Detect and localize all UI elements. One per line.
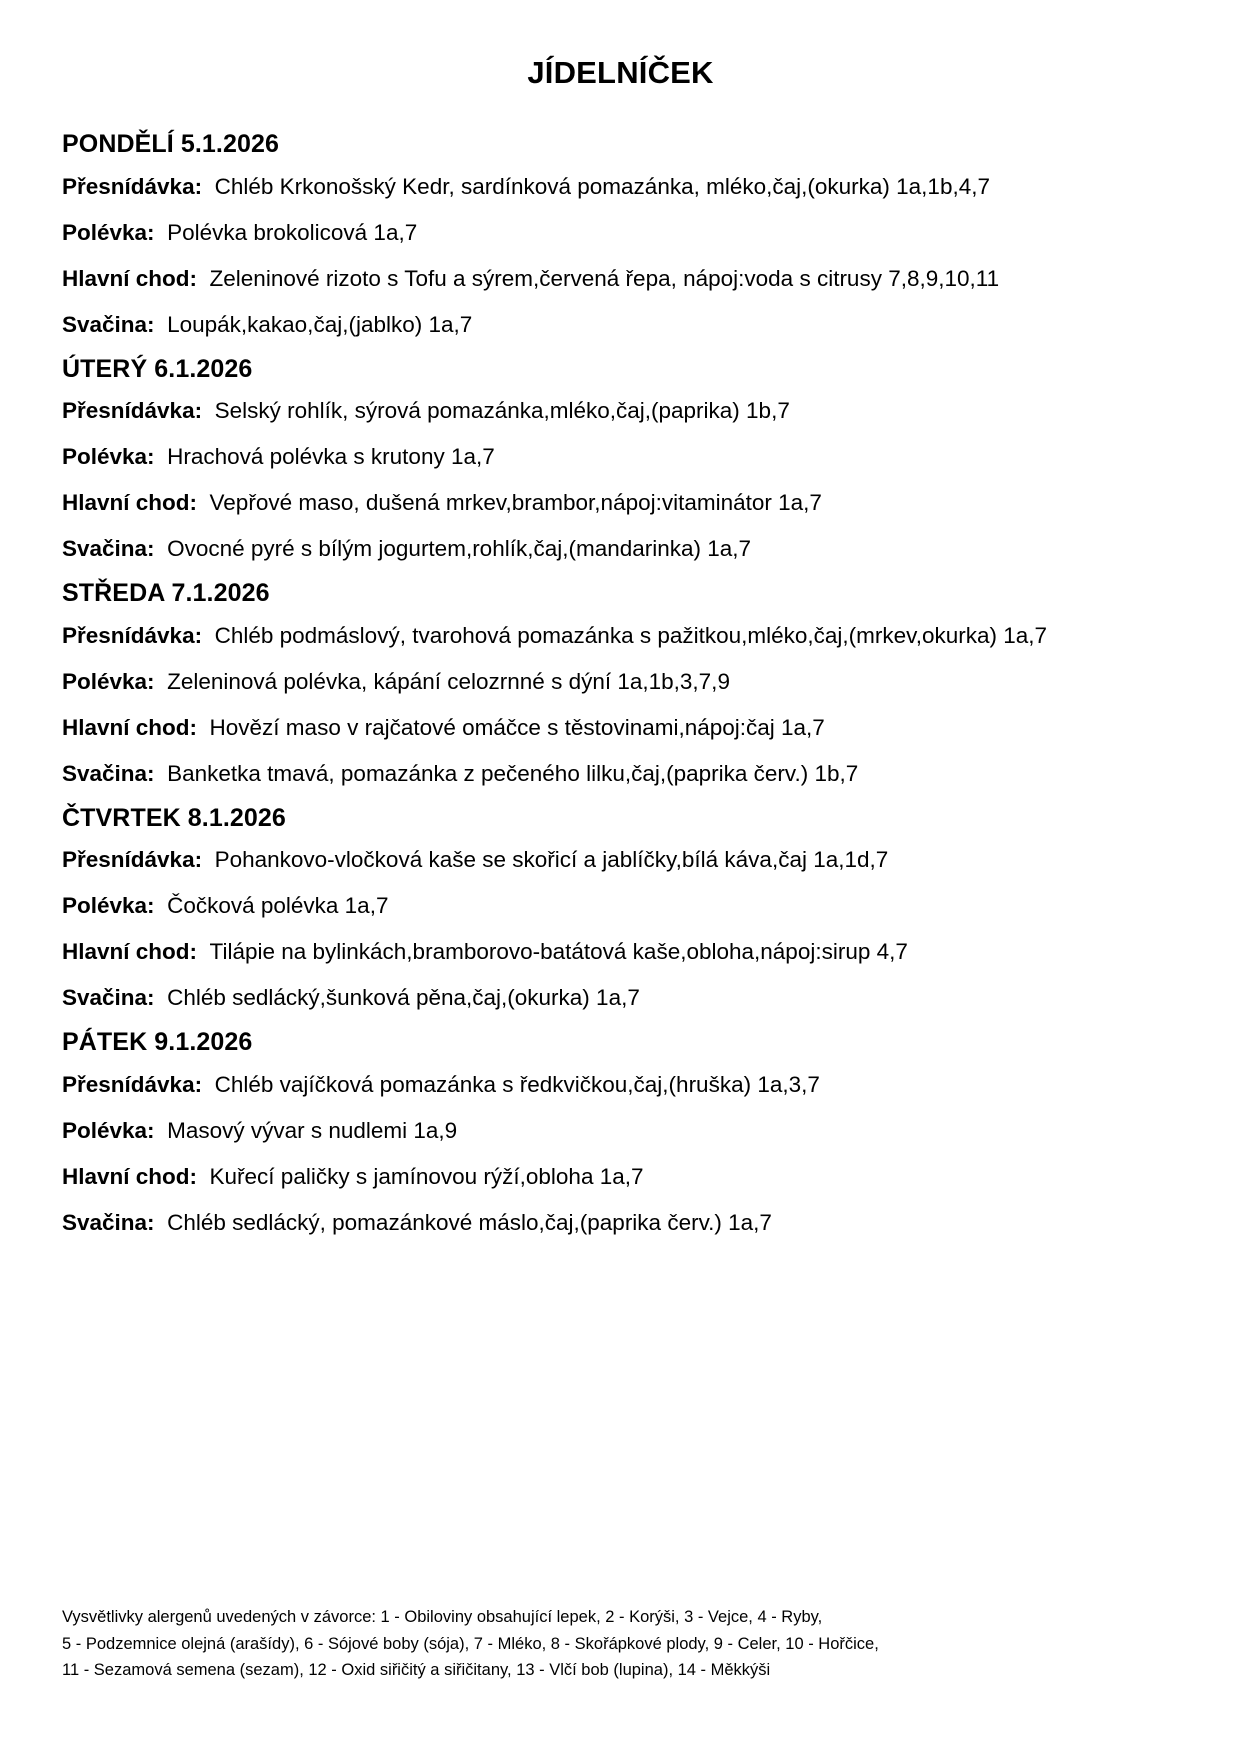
allergen-legend-line: 5 - Podzemnice olejná (arašídy), 6 - Sójové boby (sója), 7 - Mléko, 8 - Skořápkové plody, 9 - Celer, 10 - Hořčice, <box>62 1634 879 1653</box>
meal-row <box>62 441 1179 473</box>
meal-label: Svačina: <box>62 1209 155 1235</box>
day-block <box>62 804 1179 1015</box>
meal-description: Hrachová polévka s krutony 1a,7 <box>167 444 495 470</box>
allergen-legend-line: 11 - Sezamová semena (sezam), 12 - Oxid siřičitý a siřičitany, 13 - Vlčí bob (lupina), 14 - Měkkýši <box>62 1661 771 1680</box>
meal-label: Přesnídávka: <box>62 173 203 199</box>
meal-description: Ovocné pyré s bílým jogurtem,rohlík,čaj,(mandarinka) 1a,7 <box>167 536 752 562</box>
meal-description: Zeleninové rizoto s Tofu a sýrem,červená řepa, nápoj:voda s citrusy 7,8,9,10,11 <box>209 265 1000 291</box>
meal-row <box>62 171 1179 203</box>
menu-days-container <box>62 116 1179 1253</box>
meal-description: Hovězí maso v rajčatové omáčce s těstovinami,nápoj:čaj 1a,7 <box>209 714 825 740</box>
meal-description: Vepřové maso, dušená mrkev,brambor,nápoj:vitaminátor 1a,7 <box>209 490 822 516</box>
meal-description: Tilápie na bylinkách,bramborovo-batátová kaše,obloha,nápoj:sirup 4,7 <box>209 939 908 965</box>
day-block <box>62 579 1179 790</box>
meal-label: Polévka: <box>62 668 155 694</box>
allergen-legend-line: Vysvětlivky alergenů uvedených v závorce: 1 - Obiloviny obsahující lepek, 2 - Korýši, 3 - Vejce, 4 - Ryby, <box>62 1607 823 1626</box>
meal-label: Svačina: <box>62 760 155 786</box>
meal-description: Pohankovo-vločková kaše se skořicí a jablíčky,bílá káva,čaj 1a,1d,7 <box>214 847 889 873</box>
meal-label: Hlavní chod: <box>62 714 198 740</box>
meal-label: Svačina: <box>62 985 155 1011</box>
meal-row <box>62 844 1179 876</box>
meal-label: Přesnídávka: <box>62 622 203 648</box>
day-block <box>62 130 1179 341</box>
meal-description: Banketka tmavá, pomazánka z pečeného lilku,čaj,(paprika červ.) 1b,7 <box>167 760 859 786</box>
meal-label: Přesnídávka: <box>62 398 203 424</box>
meal-label: Polévka: <box>62 1117 155 1143</box>
page-title: JÍDELNÍČEK <box>527 55 714 90</box>
meal-description: Chléb sedlácký, pomazánkové máslo,čaj,(paprika červ.) 1a,7 <box>167 1209 772 1235</box>
meal-label: Polévka: <box>62 219 155 245</box>
day-block <box>62 1028 1179 1239</box>
meal-row <box>62 620 1179 652</box>
day-heading: ÚTERÝ 6.1.2026 <box>62 354 253 383</box>
meal-label: Hlavní chod: <box>62 265 198 291</box>
meal-label: Přesnídávka: <box>62 847 203 873</box>
page-spacer <box>62 1253 1179 1604</box>
meal-description: Masový vývar s nudlemi 1a,9 <box>167 1117 458 1143</box>
meal-row <box>62 309 1179 341</box>
meal-row <box>62 263 1179 295</box>
meal-label: Hlavní chod: <box>62 939 198 965</box>
allergen-legend <box>62 1604 1179 1754</box>
meal-description: Selský rohlík, sýrová pomazánka,mléko,čaj,(paprika) 1b,7 <box>214 398 790 424</box>
meal-row <box>62 1115 1179 1147</box>
meal-description: Chléb sedlácký,šunková pěna,čaj,(okurka) 1a,7 <box>167 985 640 1011</box>
meal-description: Polévka brokolicová 1a,7 <box>167 219 418 245</box>
meal-row <box>62 982 1179 1014</box>
meal-row <box>62 890 1179 922</box>
day-heading: ČTVRTEK 8.1.2026 <box>62 803 286 832</box>
meal-label: Polévka: <box>62 444 155 470</box>
meal-row <box>62 1207 1179 1239</box>
meal-description: Kuřecí paličky s jamínovou rýží,obloha 1a,7 <box>209 1163 644 1189</box>
meal-row <box>62 1069 1179 1101</box>
meal-description: Čočková polévka 1a,7 <box>167 893 389 919</box>
day-heading: PÁTEK 9.1.2026 <box>62 1028 253 1057</box>
meal-row <box>62 666 1179 698</box>
meal-row <box>62 758 1179 790</box>
day-block <box>62 355 1179 566</box>
meal-label: Svačina: <box>62 311 155 337</box>
meal-label: Přesnídávka: <box>62 1071 203 1097</box>
meal-description: Loupák,kakao,čaj,(jablko) 1a,7 <box>167 311 473 337</box>
meal-row <box>62 395 1179 427</box>
meal-description: Chléb vajíčková pomazánka s ředkvičkou,čaj,(hruška) 1a,3,7 <box>214 1071 820 1097</box>
meal-row <box>62 1161 1179 1193</box>
day-heading: PONDĚLÍ 5.1.2026 <box>62 130 279 159</box>
meal-label: Hlavní chod: <box>62 490 198 516</box>
meal-row <box>62 712 1179 744</box>
meal-row <box>62 487 1179 519</box>
day-heading: STŘEDA 7.1.2026 <box>62 579 270 608</box>
meal-description: Chléb Krkonošský Kedr, sardínková pomazánka, mléko,čaj,(okurka) 1a,1b,4,7 <box>214 173 990 199</box>
meal-row <box>62 936 1179 968</box>
meal-row <box>62 217 1179 249</box>
meal-description: Chléb podmáslový, tvarohová pomazánka s pažitkou,mléko,čaj,(mrkev,okurka) 1a,7 <box>214 622 1048 648</box>
meal-label: Polévka: <box>62 893 155 919</box>
meal-label: Hlavní chod: <box>62 1163 198 1189</box>
meal-row <box>62 533 1179 565</box>
meal-description: Zeleninová polévka, kápání celozrnné s dýní 1a,1b,3,7,9 <box>167 668 730 694</box>
meal-label: Svačina: <box>62 536 155 562</box>
